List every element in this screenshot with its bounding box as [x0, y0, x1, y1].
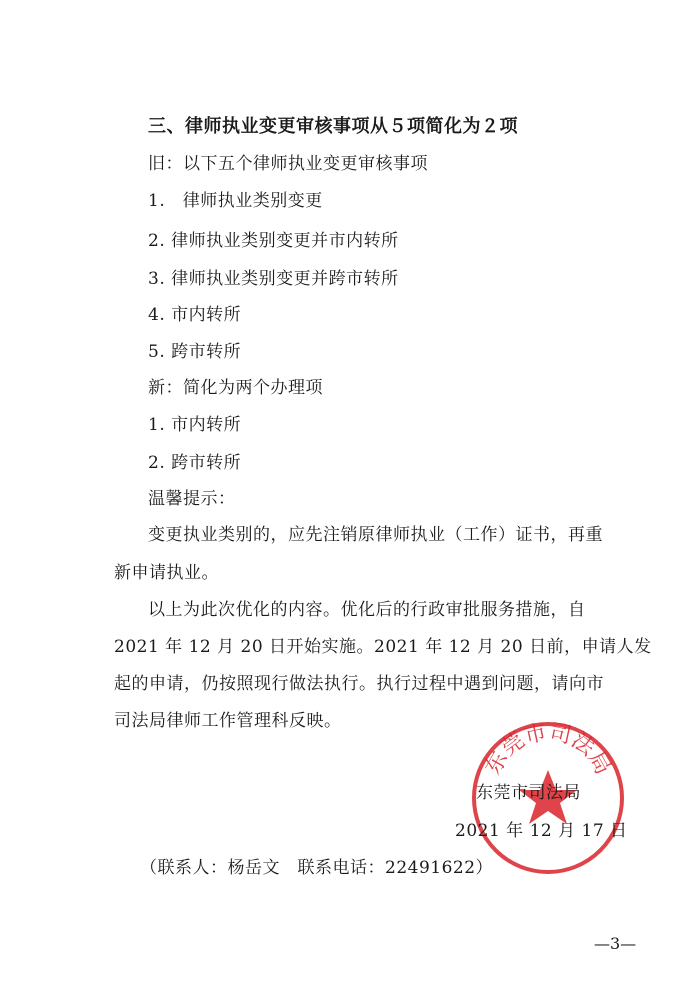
tips-label: 温馨提示：: [148, 489, 236, 509]
implementation-line-3: 起的申请，仍按照现行做法执行。执行过程中遇到问题，请向市: [114, 674, 604, 694]
implementation-line-1: 以上为此次优化的内容。优化后的行政审批服务措施，自: [148, 600, 586, 620]
contact-info: （联系人：杨岳文 联系电话：22491622）: [140, 858, 494, 878]
tips-paragraph-line-2: 新申请执业。: [114, 563, 219, 583]
old-items-label: 旧：以下五个律师执业变更审核事项: [148, 154, 428, 174]
implementation-line-2: 2021 年 12 月 20 日开始实施。2021 年 12 月 20 日前，申请人发: [114, 637, 652, 657]
page-number: —3—: [594, 934, 637, 953]
new-item-2: 2. 跨市转所: [148, 453, 242, 473]
old-item-3: 3. 律师执业类别变更并跨市转所: [148, 269, 399, 289]
tips-paragraph-line-1: 变更执业类别的，应先注销原律师执业（工作）证书，再重: [148, 525, 603, 545]
old-item-2: 2. 律师执业类别变更并市内转所: [148, 231, 399, 251]
old-item-1: 1. 律师执业类别变更: [148, 191, 323, 211]
implementation-line-4: 司法局律师工作管理科反映。: [114, 711, 342, 731]
new-item-1: 1. 市内转所: [148, 415, 242, 435]
old-item-4: 4. 市内转所: [148, 305, 242, 325]
new-items-label: 新：简化为两个办理项: [148, 378, 323, 398]
signature-date: 2021 年 12 月 17 日: [455, 821, 628, 841]
signature-organization: 东莞市司法局: [476, 783, 581, 803]
seal-text: 东莞市司法局: [480, 719, 616, 779]
old-item-5: 5. 跨市转所: [148, 342, 242, 362]
section-heading: 三、律师执业变更审核事项从５项简化为２项: [148, 116, 518, 137]
